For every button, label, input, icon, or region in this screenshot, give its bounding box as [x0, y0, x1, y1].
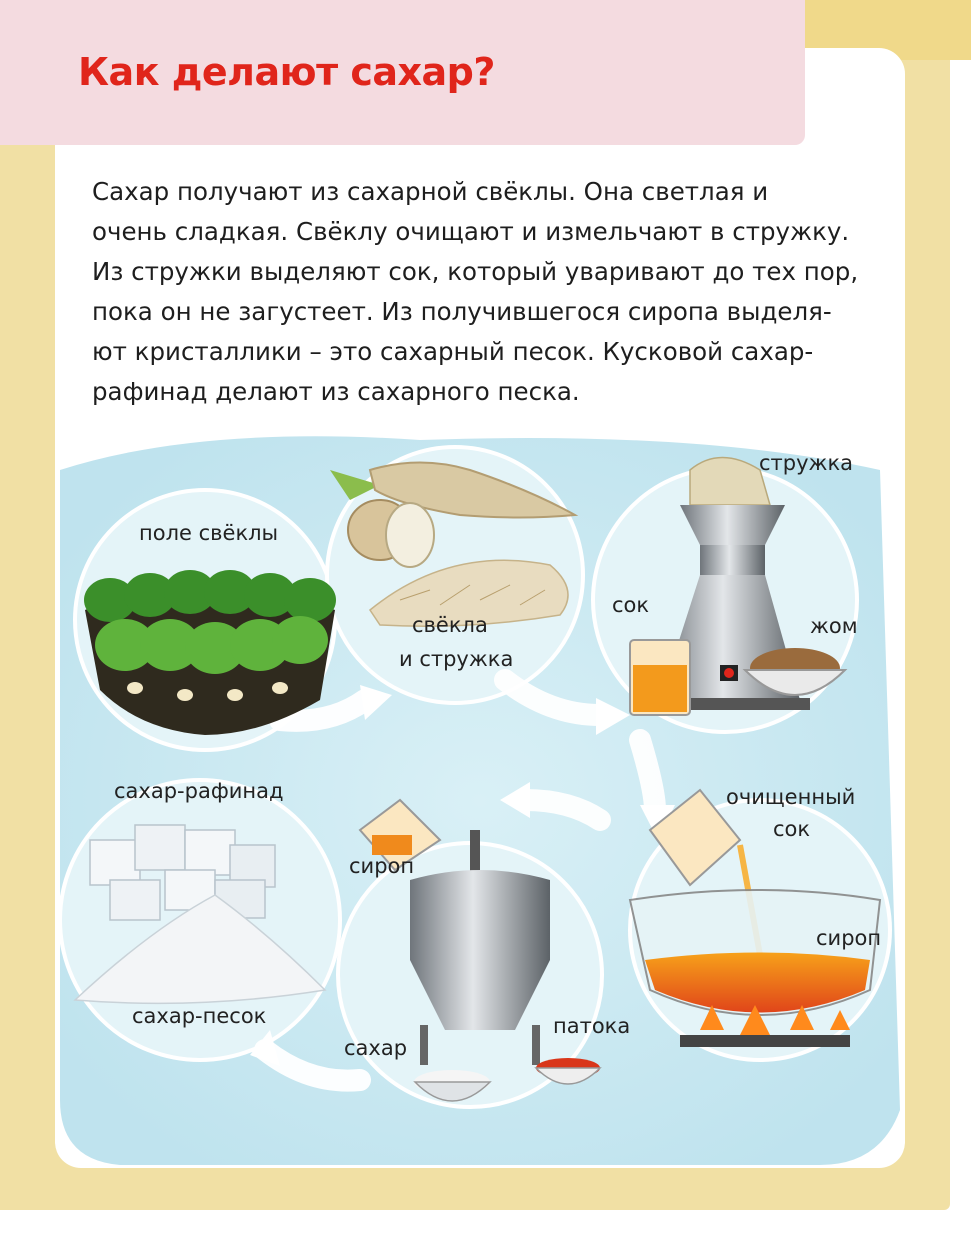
label-clean-juice-line2: сок: [773, 817, 811, 841]
juice-glass-icon: [630, 640, 690, 715]
label-syrup-pot: сироп: [816, 926, 882, 950]
label-granulated: сахар-песок: [132, 1004, 267, 1028]
label-refined: сахар-рафинад: [114, 779, 284, 803]
body-line: очень сладкая. Свёклу очищают и измельчают в стружку.: [92, 217, 850, 246]
page-title: Как делают сахар?: [78, 50, 495, 94]
label-shavings: стружка: [759, 451, 854, 475]
body-line: рафинад делают из сахарного песка.: [92, 377, 580, 406]
label-beet-line2: и стружка: [399, 647, 514, 671]
label-sugar: сахар: [344, 1036, 408, 1060]
body-line: пока он не загустеет. Из получившегося сиропа выделя-: [92, 297, 832, 326]
label-beet-line1: свёкла: [412, 613, 488, 637]
body-line: Сахар получают из сахарной свёклы. Она светлая и: [92, 177, 769, 206]
label-molasses: патока: [553, 1014, 631, 1038]
body-line: Из стружки выделяют сок, который уваривают до тех пор,: [92, 257, 859, 286]
label-juice: сок: [612, 593, 650, 617]
label-syrup-pour: сироп: [349, 854, 415, 878]
label-pulp: жом: [810, 614, 858, 638]
body-line: ют кристаллики – это сахарный песок. Кусковой сахар-: [92, 337, 814, 366]
label-field: поле свёклы: [139, 521, 279, 545]
label-clean-juice-line1: очищенный: [726, 785, 856, 809]
